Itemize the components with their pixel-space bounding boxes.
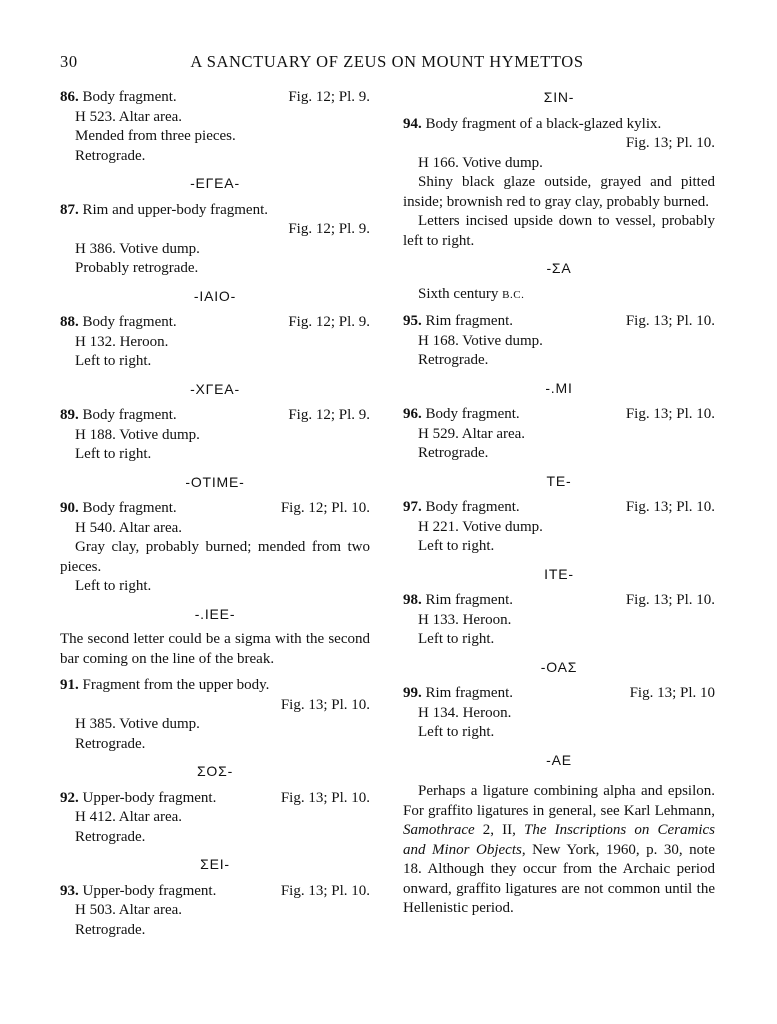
- inscription-text: -ΟΤΙΜΕ-: [185, 473, 245, 490]
- entry-description: Rim fragment.: [425, 592, 513, 608]
- entry-description: Rim fragment.: [425, 313, 513, 329]
- inscription-text: -ΙΑΙΟ-: [193, 287, 237, 304]
- inscription-text: -ΣΑ: [546, 260, 572, 276]
- entry-heading: [60, 88, 370, 108]
- closing-text: 2, II,: [474, 822, 524, 838]
- closing-paragraph: [403, 782, 715, 919]
- running-header: [60, 52, 714, 76]
- entry-heading: [60, 676, 370, 696]
- figure-reference: Fig. 12; Pl. 9.: [288, 407, 370, 423]
- entry-heading: [403, 498, 715, 518]
- right-column: [403, 88, 715, 919]
- entry-number: 96.: [403, 406, 422, 422]
- direction-note: Retrograde.: [418, 352, 489, 368]
- entry-note: Mended from three pieces.: [75, 128, 236, 144]
- figure-reference: Fig. 12; Pl. 9.: [288, 221, 370, 237]
- figure-reference: Fig. 13; Pl. 10.: [625, 313, 715, 329]
- entry-heading: [403, 115, 715, 135]
- entry-number: 91.: [60, 677, 79, 693]
- inscription-text: ΙΤΕ-: [544, 565, 574, 582]
- inscription-text: -ΧΓΕΑ-: [190, 380, 240, 397]
- entry-description: Fragment from the upper body.: [82, 677, 270, 693]
- figure-reference: Fig. 12; Pl. 9.: [288, 314, 370, 330]
- entry-number: 87.: [60, 201, 79, 218]
- direction-note: Left to right.: [75, 578, 152, 594]
- entry-heading: [60, 201, 370, 221]
- inscription-text: ΣΟΣ-: [196, 763, 234, 779]
- entry-number: 90.: [60, 500, 79, 516]
- inventory-line: H 221. Votive dump.: [418, 518, 543, 535]
- entry-description: Body fragment.: [82, 89, 177, 105]
- entry-number: 88.: [60, 314, 79, 330]
- entry-number: 99.: [403, 685, 422, 701]
- figure-reference: Fig. 13; Pl. 10: [629, 685, 715, 701]
- entry-heading: [60, 499, 370, 519]
- entry-number: 97.: [403, 499, 422, 515]
- direction-note: Left to right.: [75, 353, 152, 369]
- entry-description: Body fragment.: [82, 500, 177, 516]
- direction-note: Left to right.: [418, 631, 495, 647]
- date-text: Sixth century: [418, 285, 503, 302]
- entry-heading: [60, 313, 370, 333]
- inscription-text: -.ΙΕΕ-: [194, 605, 236, 622]
- inventory-line: H 386. Votive dump.: [75, 240, 200, 257]
- inventory-line: H 133. Heroon.: [418, 611, 512, 628]
- direction-note: Left to right.: [418, 724, 495, 740]
- figure-reference: Fig. 12; Pl. 9.: [288, 89, 370, 105]
- entry-description: Rim fragment.: [425, 685, 513, 701]
- entry-description: Rim and upper-body fragment.: [82, 201, 268, 218]
- inscription-text: -ΕΓΕΑ-: [190, 175, 240, 191]
- commentary-paragraph: The second letter could be a sigma with the second bar coming on the line of the break.: [60, 631, 370, 667]
- figure-reference: Fig. 12; Pl. 10.: [280, 500, 370, 516]
- entry-heading: [403, 312, 715, 332]
- book-subtitle: The Inscriptions on Ceramics and Minor Objects: [403, 822, 715, 858]
- page-number: 30: [60, 52, 78, 71]
- direction-note: Left to right.: [418, 538, 495, 554]
- entry-number: 95.: [403, 313, 422, 329]
- figure-reference: Fig. 13; Pl. 10.: [280, 882, 370, 899]
- entry-heading: [403, 405, 715, 425]
- inventory-line: H 134. Heroon.: [418, 704, 512, 721]
- inventory-line: H 168. Votive dump.: [418, 332, 543, 349]
- inscription-text: ΣΕΙ-: [200, 856, 230, 872]
- entry-number: 86.: [60, 89, 79, 105]
- date-note: [403, 285, 715, 306]
- inventory-line: H 188. Votive dump.: [75, 426, 200, 443]
- figure-reference: Fig. 13; Pl. 10.: [280, 789, 370, 806]
- inscription-text: ΤΕ-: [546, 472, 572, 489]
- direction-note: Probably retrograde.: [75, 260, 199, 276]
- entry-description: Body fragment of a black-glazed kylix.: [425, 115, 662, 132]
- entry-number: 92.: [60, 789, 79, 806]
- entry-description: Body fragment.: [425, 406, 520, 422]
- entry-description: Body fragment.: [82, 407, 177, 423]
- running-title: A SANCTUARY OF ZEUS ON MOUNT HYMETTOS: [190, 52, 584, 71]
- entry-description: Upper-body fragment.: [82, 789, 217, 806]
- figure-reference: Fig. 13; Pl. 10.: [625, 499, 715, 515]
- inventory-line: H 412. Altar area.: [75, 809, 183, 825]
- direction-note: Retrograde.: [418, 445, 489, 461]
- direction-note: Left to right.: [75, 446, 152, 462]
- figure-reference: Fig. 13; Pl. 10.: [625, 135, 715, 151]
- figure-reference: Fig. 13; Pl. 10.: [625, 406, 715, 422]
- figure-reference: Fig. 13; Pl. 10.: [625, 592, 715, 608]
- figure-reference: Fig. 13; Pl. 10.: [280, 696, 370, 713]
- inventory-line: H 503. Altar area.: [75, 902, 183, 918]
- entry-number: 94.: [403, 115, 422, 132]
- inscription-text: -.ΜΙ: [545, 379, 573, 396]
- inventory-line: H 132. Heroon.: [75, 333, 169, 350]
- description-paragraph: Gray clay, probably burned; mended from two pieces.: [60, 539, 370, 575]
- direction-note: Retrograde.: [75, 147, 146, 164]
- book-title: Samothrace: [403, 822, 475, 838]
- direction-note: Retrograde.: [75, 828, 146, 845]
- inscription-text: ΣΙΝ-: [543, 89, 575, 105]
- left-column: [60, 88, 370, 940]
- inscription-text: -ΟΑΣ: [540, 658, 578, 675]
- direction-note: Retrograde.: [75, 921, 146, 938]
- entry-number: 98.: [403, 592, 422, 608]
- entry-heading: [60, 789, 370, 809]
- closing-text: , New York, 1960, p. 30, note 18. Although they occur from the Archaic period onward, graffito ligatures are not common until the Hellenistic period.: [403, 841, 715, 916]
- inventory-line: H 529. Altar area.: [418, 425, 526, 442]
- description-paragraph: Shiny black glaze outside, grayed and pitted inside; brownish red to gray clay, probably burned.: [403, 174, 715, 210]
- closing-text: Perhaps a ligature combining alpha and epsilon. For graffito ligatures in general, see Karl Lehmann,: [403, 783, 715, 819]
- entry-number: 89.: [60, 407, 79, 423]
- inventory-line: H 523. Altar area.: [75, 108, 183, 125]
- entry-heading: [403, 684, 715, 704]
- inscription-text: -ΑΕ: [546, 751, 572, 768]
- entry-description: Upper-body fragment.: [82, 882, 217, 899]
- inventory-line: H 385. Votive dump.: [75, 716, 200, 732]
- inventory-line: H 540. Altar area.: [75, 519, 183, 536]
- entry-description: Body fragment.: [82, 314, 177, 330]
- entry-heading: [403, 591, 715, 611]
- entry-heading: [60, 882, 370, 902]
- entry-description: Body fragment.: [425, 499, 520, 515]
- description-paragraph: Letters incised upside down to vessel, probably left to right.: [403, 213, 715, 249]
- entry-heading: [60, 406, 370, 426]
- entry-number: 93.: [60, 882, 79, 899]
- direction-note: Retrograde.: [75, 735, 146, 752]
- date-era: B.C.: [502, 288, 525, 301]
- inventory-line: H 166. Votive dump.: [418, 154, 543, 171]
